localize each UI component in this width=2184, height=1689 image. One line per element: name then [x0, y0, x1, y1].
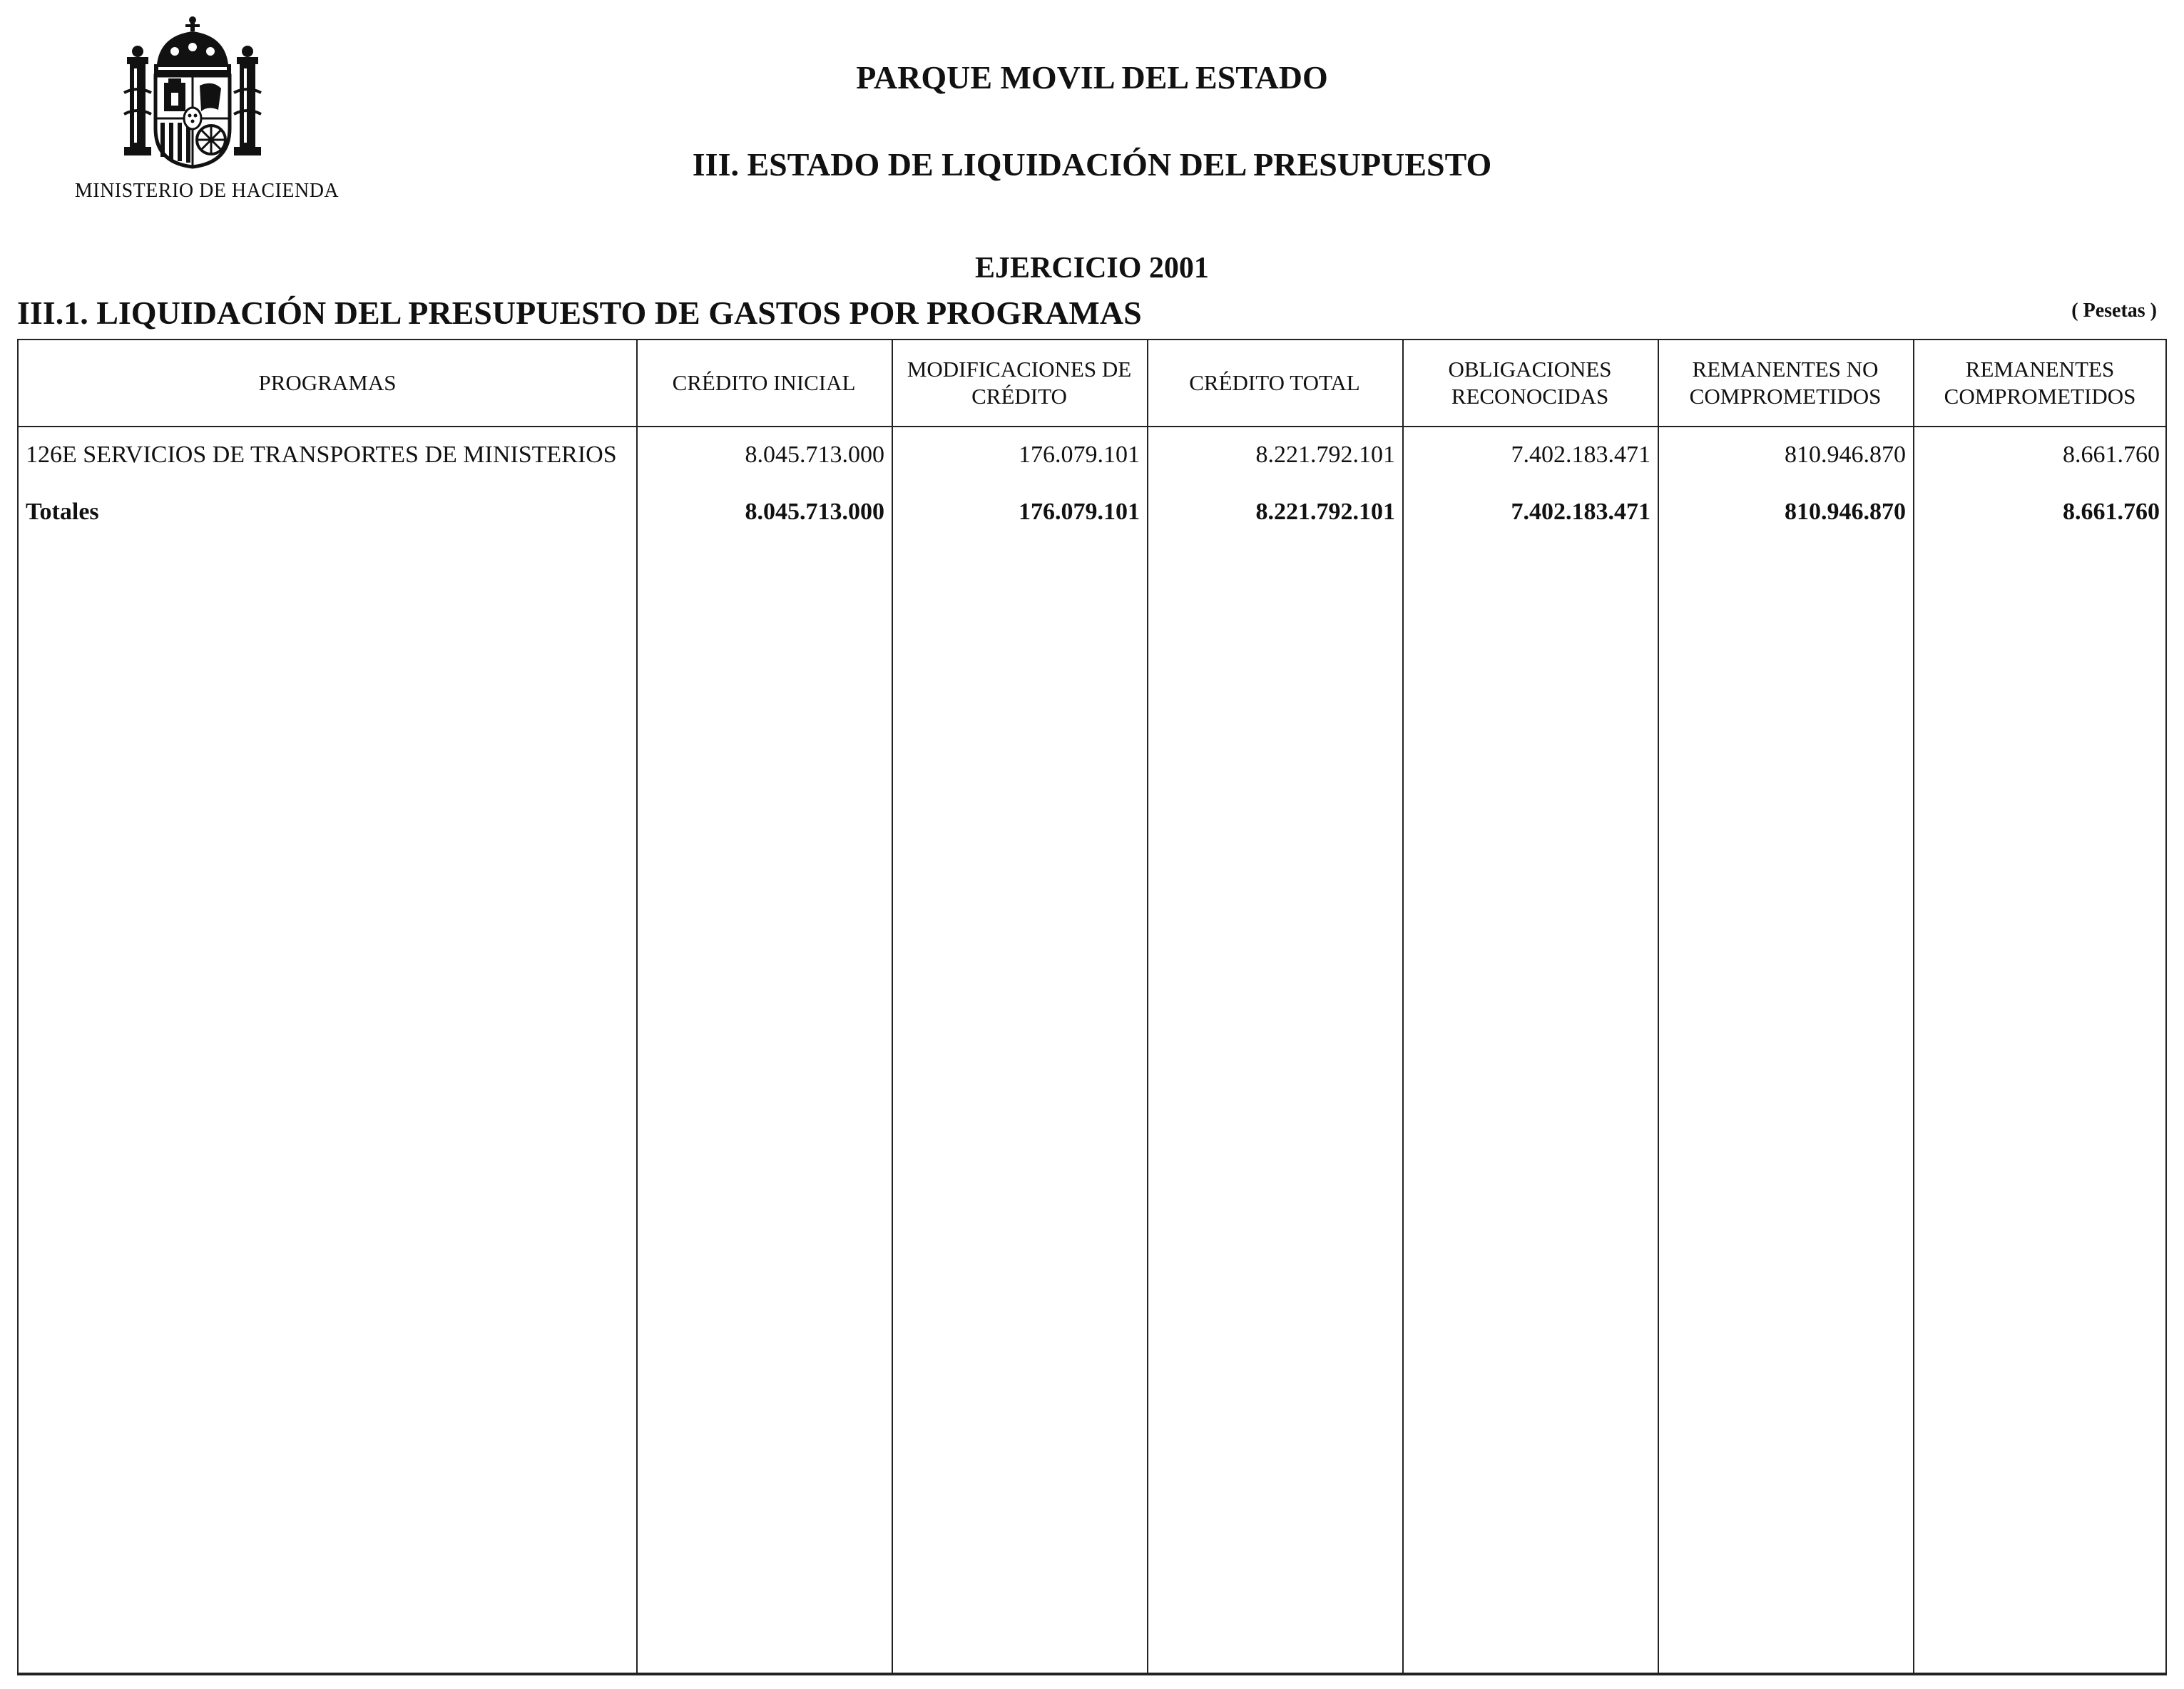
column-header-programas: PROGRAMAS: [258, 370, 397, 395]
ministry-name: MINISTERIO DE HACIENDA: [74, 180, 340, 202]
header-divider: [19, 426, 2165, 427]
totals-cell: 810.946.870: [1785, 499, 1906, 525]
totals-cell: 8.045.713.000: [745, 499, 884, 525]
column-divider: [1913, 340, 1914, 1673]
column-divider: [892, 340, 893, 1673]
program-name: 126E SERVICIOS DE TRANSPORTES DE MINISTERIOS: [26, 442, 617, 468]
column-header-remanentes-comprometidos: REMANENTES COMPROMETIDOS: [1944, 357, 2136, 409]
totals-cell: 7.402.183.471: [1511, 499, 1650, 525]
table-cell: 7.402.183.471: [1511, 442, 1650, 468]
column-header-obligaciones: OBLIGACIONES RECONOCIDAS: [1448, 357, 1612, 409]
column-divider: [1402, 340, 1404, 1673]
document-subtitle: III. ESTADO DE LIQUIDACIÓN DEL PRESUPUESTO: [692, 146, 1492, 183]
document-title: PARQUE MOVIL DEL ESTADO: [856, 59, 1328, 96]
totals-label: Totales: [26, 499, 99, 525]
column-header-credito-total: CRÉDITO TOTAL: [1189, 370, 1360, 395]
totals-cell: 176.079.101: [1019, 499, 1140, 525]
section-title: III.1. LIQUIDACIÓN DEL PRESUPUESTO DE GASTOS POR PROGRAMAS: [17, 295, 1142, 331]
table-cell: 810.946.870: [1785, 442, 1906, 468]
column-header-modificaciones: MODIFICACIONES DE CRÉDITO: [907, 357, 1132, 409]
column-divider: [636, 340, 638, 1673]
column-header-remanentes-no-comprometidos: REMANENTES NO COMPROMETIDOS: [1689, 357, 1882, 409]
column-header-credito-inicial: CRÉDITO INICIAL: [672, 370, 856, 395]
fiscal-year: EJERCICIO 2001: [975, 252, 1209, 285]
table-cell: 8.661.760: [2063, 442, 2160, 468]
budget-table: [17, 339, 2167, 1675]
column-divider: [1658, 340, 1659, 1673]
totals-cell: 8.661.760: [2063, 499, 2160, 525]
column-divider: [1147, 340, 1148, 1673]
table-cell: 176.079.101: [1019, 442, 1140, 468]
table-cell: 8.221.792.101: [1255, 442, 1395, 468]
table-cell: 8.045.713.000: [745, 442, 884, 468]
currency-note: ( Pesetas ): [2071, 300, 2157, 322]
totals-cell: 8.221.792.101: [1255, 499, 1395, 525]
